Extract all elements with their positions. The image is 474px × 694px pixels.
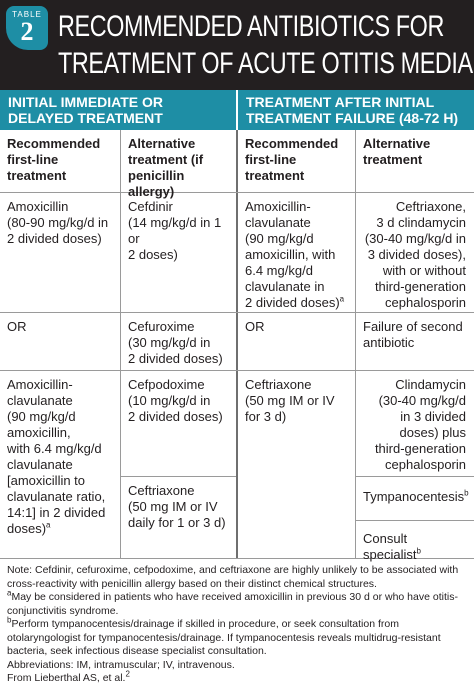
note-text: From Lieberthal AS, et al.: [7, 672, 126, 684]
table-notes: [7, 564, 469, 686]
cell-text: (50 mg IM or IV: [245, 393, 335, 408]
cell-text: Cefdinir: [128, 199, 173, 214]
note-source: [7, 669, 469, 686]
cell-cefpodoxime: [121, 371, 236, 425]
cell-text-part: doses): [7, 521, 47, 536]
cell-ceftriaxone-initial: [121, 477, 236, 531]
section-right-line-1: TREATMENT AFTER INITIAL: [246, 94, 435, 110]
cell-text: [7, 521, 114, 537]
cell-clindamycin: [356, 371, 474, 473]
cell-text: (30-40 mg/kg/d in: [364, 231, 466, 246]
table-number-badge: [6, 6, 48, 50]
footnote-marker: b: [416, 546, 421, 556]
section-left-line-2: DELAYED TREATMENT: [8, 110, 163, 126]
cell-text: [363, 489, 468, 505]
cell-text: third-generation: [374, 279, 466, 294]
section-right-line-2: TREATMENT FAILURE (48-72 H): [246, 110, 459, 126]
cell-amoxicillin: [0, 193, 120, 247]
cell-text: (90 mg/kg/d: [7, 409, 76, 424]
cell-text: clavulanate in: [245, 279, 325, 294]
cell-text-part: 2 divided doses): [245, 295, 340, 310]
cell-text: 14:1] in 2 divided: [7, 505, 106, 520]
cell-text: daily for 1 or 3 d): [128, 515, 226, 530]
cell-text-part: Consult specialist: [363, 531, 417, 562]
cell-text: 2 doses): [128, 247, 178, 262]
cell-text-part: Tympanocentesis: [363, 489, 465, 504]
cell-text: for 3 d): [245, 409, 287, 424]
cell-text: amoxicillin, with: [245, 247, 336, 262]
note-text: Perform tympanocentesis/drainage if skilled in procedure, or seek consultation from otolaryngologist for tympanocentesis/drainage. If tympanocentesis reveals multidrug-resistant bacteria, seek infectious disease specialist consultation.: [7, 618, 441, 657]
cell-text: third-generation: [374, 441, 466, 456]
header-text: first-line: [245, 152, 297, 167]
header-first-line-initial: [0, 130, 120, 184]
cell-text: Ceftriaxone: [245, 377, 312, 392]
cell-text: 3 d clindamycin: [376, 215, 466, 230]
cell-text: OR: [7, 319, 27, 334]
cell-text: doses) plus: [399, 425, 466, 440]
cell-amoxicillin-clavulanate-initial: [0, 371, 120, 537]
cell-text: with or without: [382, 263, 466, 278]
note-structure: Note: Cefdinir, cefuroxime, cefpodoxime, and ceftriaxone are highly unlikely to be associated with cross-reactivity with penicillin allergy based on their distinct chemical structures.: [7, 564, 459, 590]
cell-text: 2 divided doses): [7, 231, 102, 246]
title-line-1: RECOMMENDED ANTIBIOTICS FOR: [58, 10, 444, 43]
cell-ceftriaxone-clindamycin: [356, 193, 474, 311]
cell-cefuroxime: [121, 313, 236, 367]
cell-text: amoxicillin,: [7, 425, 71, 440]
cell-text: [amoxicillin to: [7, 473, 86, 488]
cell-amoxicillin-clavulanate-failure: [238, 193, 355, 311]
note-b: [7, 615, 469, 659]
cell-text: 2 divided doses): [128, 409, 223, 424]
cell-text: [363, 531, 468, 563]
badge-label: TABLE: [12, 10, 42, 19]
cell-text: in 3 divided: [400, 409, 466, 424]
cell-text: Clindamycin: [395, 377, 466, 392]
cell-text: (90 mg/kg/d: [245, 231, 314, 246]
header-text: Recommended: [245, 136, 339, 151]
cell-text: cephalosporin: [385, 457, 466, 472]
cell-or-initial: [0, 313, 120, 335]
cell-text: (14 mg/kg/d in 1 or: [128, 215, 222, 246]
cell-text: with 6.4 mg/kg/d: [7, 441, 102, 456]
cell-text: [245, 295, 349, 311]
cell-failure-second-antibiotic: [356, 313, 474, 351]
cell-consult-specialist: [356, 521, 474, 563]
cell-text: Failure of second: [363, 319, 463, 334]
cell-text: (50 mg IM or IV: [128, 499, 218, 514]
section-left-line-1: INITIAL IMMEDIATE OR: [8, 94, 164, 110]
cell-text: (30 mg/kg/d in: [128, 335, 211, 350]
cell-text: Cefuroxime: [128, 319, 195, 334]
header-text: treatment: [363, 152, 423, 167]
header-text: treatment: [7, 168, 67, 183]
header-text: Alternative: [128, 136, 196, 151]
footnote-marker: b: [464, 488, 469, 498]
cell-text: Cefpodoxime: [128, 377, 205, 392]
note-a: [7, 588, 469, 618]
footnote-marker: a: [46, 520, 51, 530]
section-treatment-failure: [238, 90, 474, 130]
header-alternative-initial: [121, 130, 236, 200]
cell-text: Amoxicillin-: [7, 377, 73, 392]
header-first-line-failure: [238, 130, 355, 184]
note-abbreviations: Abbreviations: IM, intramuscular; IV, intravenous.: [7, 658, 235, 671]
cell-text: (10 mg/kg/d in: [128, 393, 211, 408]
header-text: penicillin allergy): [128, 168, 185, 199]
header-text: Recommended: [7, 136, 101, 151]
footnote-marker: 2: [125, 669, 130, 679]
cell-text: Amoxicillin-: [245, 199, 311, 214]
cell-text: Ceftriaxone,: [395, 199, 466, 214]
header-text: treatment: [245, 168, 305, 183]
cell-text: 6.4 mg/kg/d: [245, 263, 313, 278]
cell-text: Ceftriaxone: [128, 483, 195, 498]
cell-ceftriaxone-failure: [238, 371, 355, 425]
cell-text: cephalosporin: [385, 295, 466, 310]
header-text: Alternative: [363, 136, 431, 151]
cell-text: clavulanate: [245, 215, 311, 230]
cell-text: clavulanate ratio,: [7, 489, 106, 504]
cell-cefdinir: [121, 193, 236, 263]
footnote-marker: a: [7, 588, 12, 598]
cell-text: 2 divided doses): [128, 351, 223, 366]
cell-tympanocentesis: [356, 477, 474, 505]
cell-text: clavulanate: [7, 393, 73, 408]
badge-number: 2: [20, 17, 34, 46]
title-banner: [0, 0, 474, 90]
cell-text: antibiotic: [363, 335, 415, 350]
title-line-2: TREATMENT OF ACUTE OTITIS MEDIA: [58, 47, 473, 80]
cell-text: 3 divided doses),: [367, 247, 466, 262]
footnote-marker: b: [7, 615, 12, 625]
cell-text: (30-40 mg/kg/d: [378, 393, 466, 408]
footnote-marker: a: [339, 294, 345, 304]
note-text: May be considered in patients who have received amoxicillin in previous 30 d or who have otitis-conjunctivitis syndrome.: [7, 591, 458, 617]
cell-text: OR: [245, 319, 265, 334]
header-alternative-failure: [356, 130, 474, 168]
section-initial-treatment: [0, 90, 236, 130]
header-text: first-line: [7, 152, 59, 167]
cell-text: clavulanate: [7, 457, 73, 472]
cell-text: (80-90 mg/kg/d in: [7, 215, 109, 230]
table-title: [58, 8, 473, 82]
cell-text: Amoxicillin: [7, 199, 69, 214]
cell-or-failure: [238, 313, 355, 335]
header-text: treatment (if: [128, 152, 204, 167]
